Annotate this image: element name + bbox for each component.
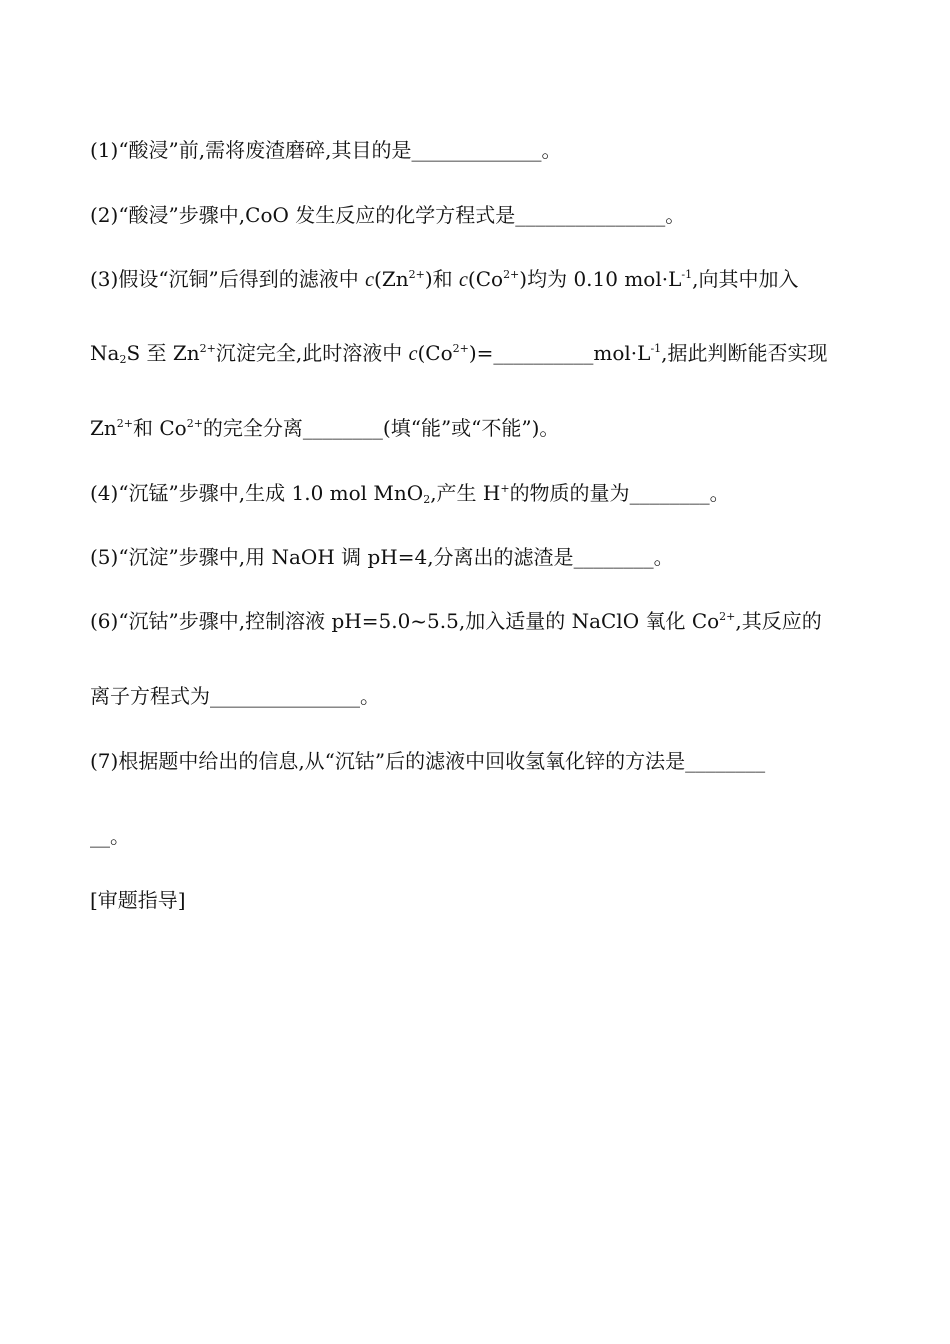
question-4 xyxy=(90,480,730,506)
answer-blank-4[interactable]: ________ xyxy=(629,481,710,505)
answer-blank-3a[interactable]: __________ xyxy=(493,341,594,365)
subscript: 2 xyxy=(423,493,431,506)
q3-text: Na xyxy=(90,341,120,365)
q3-text: Zn xyxy=(90,416,117,440)
q3-text: 沉淀完全,此时溶液中 xyxy=(215,341,409,365)
charge-sup: 2+ xyxy=(186,417,203,430)
answer-blank-5[interactable]: ________ xyxy=(573,545,654,569)
question-3-line-1 xyxy=(90,266,798,293)
question-1-text: (1)“酸浸”前,需将废渣磨碎,其目的是 xyxy=(90,138,412,162)
guide-heading: [审题指导] xyxy=(90,888,186,912)
q3-text: )和 xyxy=(424,267,460,291)
q3-text: ,据此判断能否实现 xyxy=(661,341,828,365)
answer-blank-2[interactable]: _______________ xyxy=(515,203,666,227)
q4-text: (4)“沉锰”步骤中,生成 1.0 mol MnO xyxy=(90,481,424,505)
question-1 xyxy=(90,137,562,163)
question-2 xyxy=(90,202,685,228)
q5-text: (5)“沉淀”步骤中,用 NaOH 调 pH=4,分离出的滤渣是 xyxy=(90,545,574,569)
q3-text: )均为 0.10 mol·L xyxy=(519,267,682,291)
conc-symbol: c xyxy=(459,269,468,291)
question-2-text: (2)“酸浸”步骤中,CoO 发生反应的化学方程式是 xyxy=(90,203,516,227)
q4-text: 的物质的量为 xyxy=(509,481,630,505)
q3-text: (3)假设“沉铜”后得到的滤液中 xyxy=(90,267,366,291)
q3-text: ,向其中加入 xyxy=(692,267,799,291)
punct: 。 xyxy=(653,545,674,569)
punct: 。 xyxy=(709,481,730,505)
q6-text: 离子方程式为 xyxy=(90,684,210,708)
answer-blank-1[interactable]: _____________ xyxy=(411,138,542,162)
charge-sup: 2+ xyxy=(503,268,520,281)
q7-text: (7)根据题中给出的信息,从“沉钴”后的滤液中回收氢氧化锌的方法是 xyxy=(90,749,686,773)
q3-text: (填“能”或“不能”)。 xyxy=(382,416,560,440)
charge-sup: 2+ xyxy=(719,610,736,623)
subscript: 2 xyxy=(119,353,127,366)
charge-sup: 2+ xyxy=(116,417,133,430)
q3-text: S 至 Zn xyxy=(126,341,200,365)
charge-sup: 2+ xyxy=(452,342,469,355)
punct: 。 xyxy=(665,203,686,227)
q3-text: )= xyxy=(468,341,494,365)
answer-blank-3b[interactable]: ________ xyxy=(302,416,383,440)
punct: 。 xyxy=(541,138,562,162)
answer-blank-7[interactable]: ________ xyxy=(685,749,766,773)
q3-text: mol·L xyxy=(593,341,651,365)
q4-text: ,产生 H xyxy=(430,481,501,505)
q6-text: (6)“沉钴”步骤中,控制溶液 pH=5.0~5.5,加入适量的 NaClO 氧化 Co xyxy=(90,609,720,633)
unit-sup: -1 xyxy=(650,342,662,355)
q3-text: 和 Co xyxy=(133,416,187,440)
answer-blank-6[interactable]: _______________ xyxy=(210,684,360,708)
charge-sup: 2+ xyxy=(199,342,216,355)
unit-sup: -1 xyxy=(681,268,693,281)
question-3-line-3 xyxy=(90,415,559,441)
question-6-line-1 xyxy=(90,608,822,634)
question-3-line-2 xyxy=(90,340,828,367)
q3-text: (Co xyxy=(467,267,504,291)
question-6-line-2 xyxy=(90,683,380,709)
punct: 。 xyxy=(360,684,380,708)
question-7-line-1 xyxy=(90,748,765,774)
q7-text: __。 xyxy=(90,824,130,848)
conc-symbol: c xyxy=(365,269,375,291)
q3-text: (Zn xyxy=(374,267,409,291)
question-7-line-2 xyxy=(90,823,130,849)
q3-text: 的完全分离 xyxy=(202,416,303,440)
question-5 xyxy=(90,544,674,570)
charge-sup: 2+ xyxy=(408,268,425,281)
charge-sup: + xyxy=(500,482,510,495)
q3-text: (Co xyxy=(417,341,453,365)
conc-symbol: c xyxy=(408,343,418,365)
q6-text: ,其反应的 xyxy=(735,609,822,633)
